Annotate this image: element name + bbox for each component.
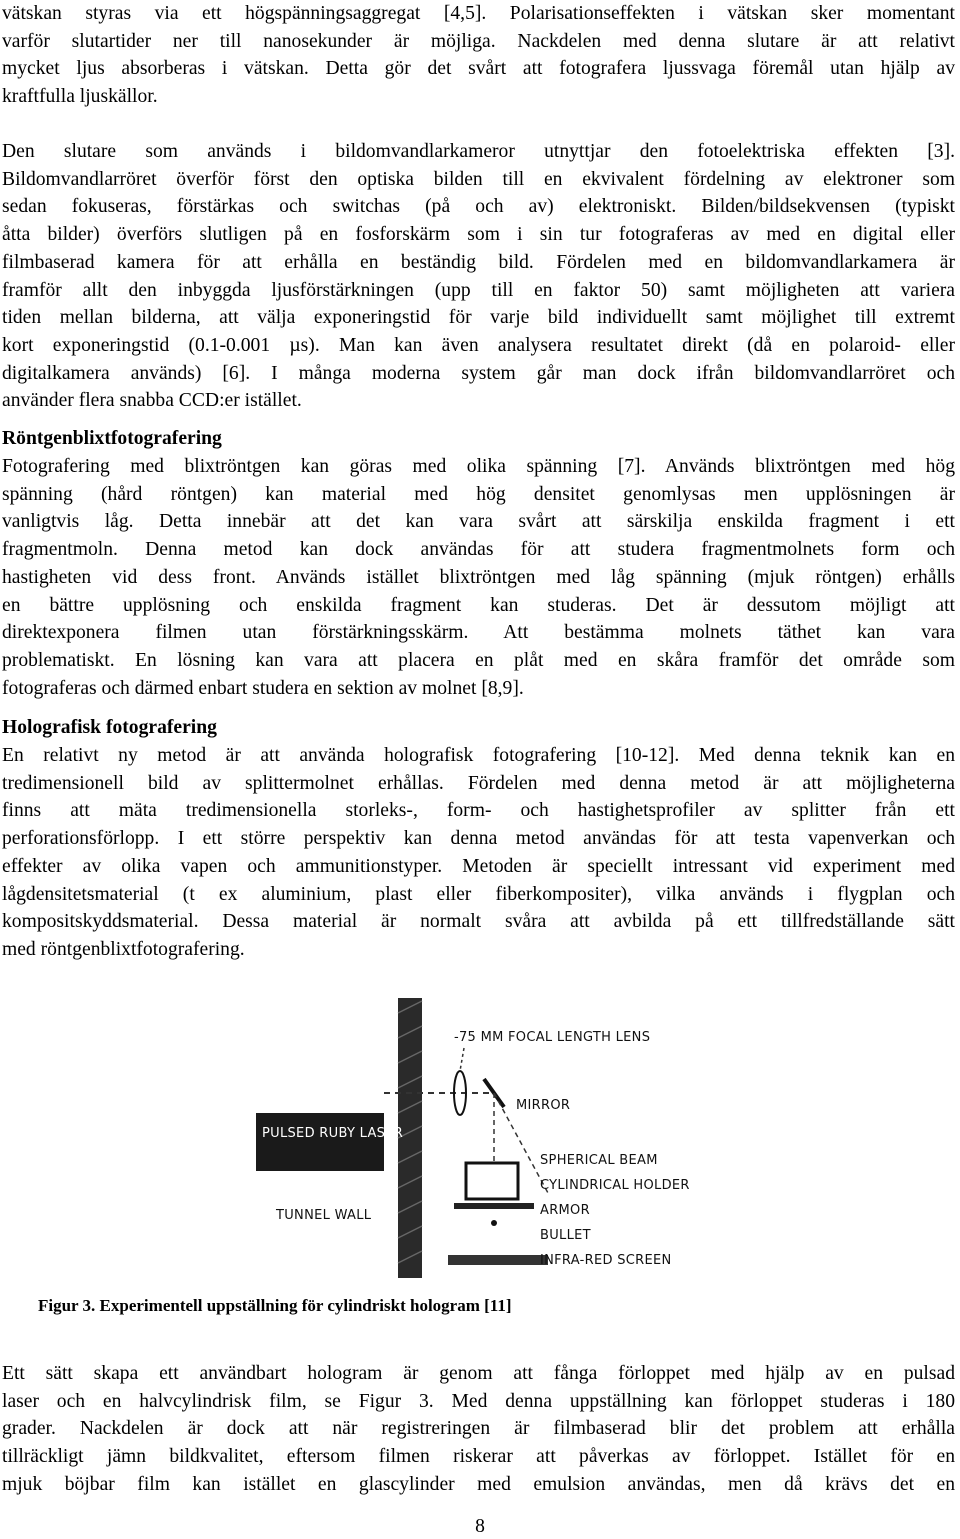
paragraph-shutter-liquid bbox=[2, 0, 955, 111]
page-number: 8 bbox=[475, 1516, 485, 1537]
text-line: kompositskyddsmaterial. Dessa material är normalt svåra att avbilda på ett tillfredställande sätt bbox=[2, 911, 955, 933]
spherical-beam-label: SPHERICAL BEAM bbox=[540, 1153, 658, 1168]
text-line: mjuk böjbar film kan istället en glascylinder med emulsion användas, men då krävs det en bbox=[2, 1473, 955, 1495]
bullet-label: BULLET bbox=[540, 1228, 591, 1243]
text-line: Bildomvandlarröret överför först den optiska bilden till en ekvivalent fördelning av elektroner som bbox=[2, 168, 955, 190]
laser-label: PULSED RUBY LASER bbox=[262, 1126, 404, 1141]
armor-shape bbox=[454, 1203, 534, 1209]
text-line: filmbaserad kamera för att erhålla en beständig bild. Fördelen med en bildomvandlarkamera är bbox=[2, 251, 955, 273]
text-line: direktexponera filmen utan förstärkningsskärm. Att bestämma molnets täthet kan vara bbox=[2, 622, 955, 644]
text-line: perforationsförlopp. I ett större perspektiv kan denna metod användas för att testa vapenverkan och bbox=[2, 828, 955, 850]
text-line: varför slutartider ner till nanosekunder är möjliga. Nackdelen med denna slutare är att relativt bbox=[2, 30, 955, 52]
text-line: En relativt ny metod är att använda holografisk fotografering [10-12]. Med denna teknik kan en bbox=[2, 745, 955, 766]
text-line: Den slutare som används i bildomvandlarkameror utnyttjar den fotoelektriska effekten [3]. bbox=[2, 141, 955, 162]
text-line: med röntgenblixtfotografering. bbox=[2, 938, 245, 960]
text-line: grader. Nackdelen är dock att när registreringen är filmbaserad blir det problem att erhålla bbox=[2, 1418, 955, 1440]
bullet-shape bbox=[491, 1220, 497, 1226]
text-line: finns att mäta tredimensionella storleks-, form- och hastighetsprofiler av splitter från ett bbox=[2, 800, 955, 822]
section-heading-xray: Röntgenblixtfotografering bbox=[2, 428, 222, 449]
text-line: sedan fokuseras, förstärkas och switchas (på och av) elektroniskt. Bilden/bildsekvensen (typiskt bbox=[2, 196, 955, 218]
text-line: kraftfulla ljuskällor. bbox=[2, 86, 158, 108]
text-line: tiden mellan bilderna, att välja exponeringstid för varje bild individuellt samt möjlighet till extremt bbox=[2, 307, 955, 329]
cylindrical-holder-label: CYLINDRICAL HOLDER bbox=[540, 1178, 690, 1193]
text-line: laser och en halvcylindrisk film, se Figur 3. Med denna uppställning kan förloppet studeras i 180 bbox=[2, 1390, 955, 1412]
text-line: tredimensionell bild av splittermolnet erhållas. Fördelen med denna metod är att möjligheterna bbox=[2, 772, 955, 794]
text-line: fotograferas och därmed enbart studera en sektion av molnet [8,9]. bbox=[2, 677, 524, 699]
armor-label: ARMOR bbox=[540, 1203, 590, 1218]
laser-box bbox=[256, 1113, 384, 1171]
hologram-setup-diagram bbox=[248, 993, 716, 1283]
text-line: problematiskt. En lösning kan vara att placera en plåt med en skåra framför det område som bbox=[2, 649, 955, 671]
figure-caption: Figur 3. Experimentell uppställning för cylindriskt hologram [11] bbox=[38, 1296, 512, 1315]
text-line: framför allt den inbyggda ljusförstärkningen (upp till en faktor 50) samt möjligheten att variera bbox=[2, 279, 955, 301]
paragraph-hologram-method bbox=[2, 1360, 955, 1499]
text-line: tillräckligt jämn bildkvalitet, eftersom filmen riskerar att påverkas av förloppet. Istället för en bbox=[2, 1446, 955, 1468]
infrared-screen-label: INFRA-RED SCREEN bbox=[540, 1253, 672, 1268]
cylindrical-holder-shape bbox=[466, 1163, 518, 1199]
paragraph-xray bbox=[2, 453, 955, 702]
text-line: kort exponeringstid (0.1-0.001 µs). Man kan även analysera resultatet direkt (då en polaroid- eller bbox=[2, 334, 955, 356]
text-line: spänning (hård röntgen) kan material med hög densitet genomlysas men upplösningen är bbox=[2, 483, 955, 505]
section-heading-holography: Holografisk fotografering bbox=[2, 717, 217, 738]
text-line: Fotografering med blixtröntgen kan göras med olika spänning [7]. Används blixtröntgen med hög bbox=[2, 456, 955, 477]
tunnel-wall-label: TUNNEL WALL bbox=[276, 1208, 372, 1223]
text-line: vätskan styras via ett högspänningsaggregat [4,5]. Polarisationseffekten i vätskan sker momentant bbox=[2, 3, 955, 24]
text-line: åtta bilder) överförs slutligen på en fosforskärm som i sin tur fotograferas av med en digital eller bbox=[2, 224, 955, 246]
paragraph-image-converter bbox=[2, 138, 955, 415]
mirror-label: MIRROR bbox=[516, 1098, 571, 1113]
paragraph-holography bbox=[2, 742, 955, 964]
text-line: en bättre upplösning och enskilda fragment kan studeras. Det är dessutom möjligt att bbox=[2, 594, 955, 616]
text-line: fragmentmoln. Denna metod kan dock användas för att studera fragmentmolnets form och bbox=[2, 539, 955, 561]
text-line: lågdensitetsmaterial (t ex aluminium, plast eller fiberkompositer), vilka används i flygplan och bbox=[2, 883, 955, 905]
text-line: mycket ljus absorberas i vätskan. Detta gör det svårt att fotografera ljussvaga föremål utan hjälp av bbox=[2, 58, 955, 80]
figure-hologram-setup bbox=[248, 993, 716, 1283]
text-line: Ett sätt skapa ett användbart hologram är genom att fånga förloppet med hjälp av en pulsad bbox=[2, 1363, 955, 1384]
text-line: hastigheten vid dess front. Används istället blixtröntgen med låg spänning (mjuk röntgen) erhålls bbox=[2, 566, 955, 588]
text-line: effekter av olika vapen och ammunitionstyper. Metoden är speciellt intressant vid experiment med bbox=[2, 855, 955, 877]
infrared-screen-shape bbox=[448, 1255, 548, 1265]
text-line: vanligtvis låg. Detta innebär att det kan vara svårt att särskilja enskilda fragment i ett bbox=[2, 511, 955, 533]
lens-label: -75 MM FOCAL LENGTH LENS bbox=[454, 1030, 651, 1045]
text-line: digitalkamera används) [6]. I många moderna system går man dock ifrån bildomvandlarröret och bbox=[2, 362, 955, 384]
text-line: använder flera snabba CCD:er istället. bbox=[2, 390, 302, 412]
